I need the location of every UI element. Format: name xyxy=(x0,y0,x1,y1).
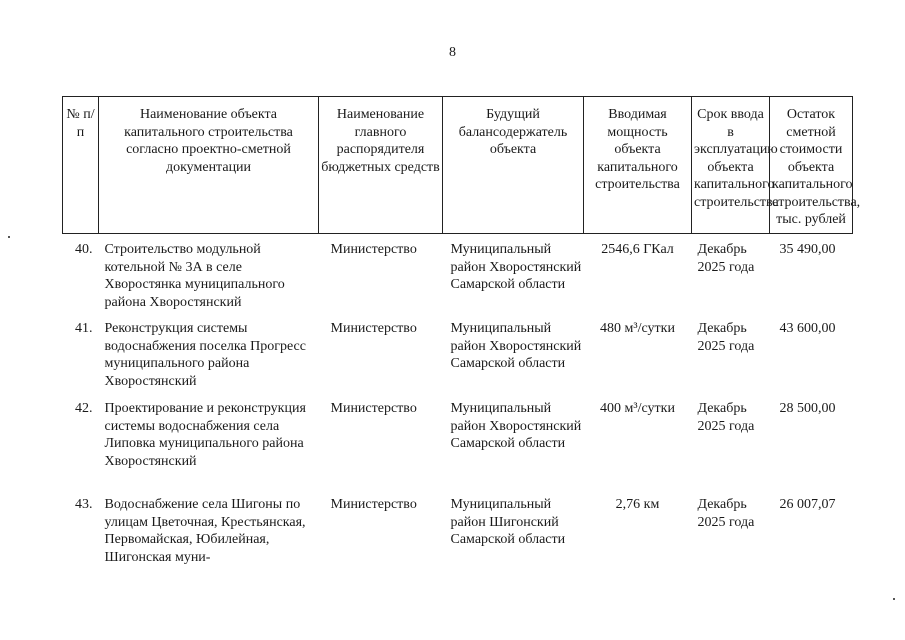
page-number: 8 xyxy=(449,45,456,60)
remaining-cost: 35 490,00 xyxy=(779,242,836,257)
capacity: 400 м³/сутки xyxy=(600,401,675,416)
scan-speck xyxy=(8,236,10,238)
object-name: Реконструкция системы водоснабжения поселка Прогресс муниципального района Хворостянский xyxy=(104,321,306,389)
row-number: 43. xyxy=(75,497,93,512)
capacity: 480 м³/сутки xyxy=(600,321,675,336)
header-budget-manager: Наименование главного распорядителя бюджетных средств xyxy=(319,97,443,234)
commission-date: Декабрь 2025 года xyxy=(697,497,755,530)
commission-date: Декабрь 2025 года xyxy=(697,321,755,354)
balance-holder: Муниципальный район Хворостянский Самарской области xyxy=(450,242,582,292)
balance-holder: Муниципальный район Хворостянский Самарской области xyxy=(450,401,582,451)
budget-manager: Министерство xyxy=(330,242,417,257)
remaining-cost: 28 500,00 xyxy=(779,401,836,416)
header-commission-date: Срок ввода в эксплуатацию объекта капитального строительства xyxy=(692,97,770,234)
table-row xyxy=(63,489,853,576)
object-name: Проектирование и реконструкция системы водоснабжения села Липовка муниципального района Хворостянский xyxy=(104,401,306,469)
table-row xyxy=(63,393,853,489)
table-header-row xyxy=(63,97,853,234)
remaining-cost: 43 600,00 xyxy=(779,321,836,336)
remaining-cost: 26 007,07 xyxy=(779,497,836,512)
capacity: 2,76 км xyxy=(615,497,660,512)
capacity: 2546,6 ГКал xyxy=(601,242,674,257)
row-number: 40. xyxy=(75,242,93,257)
header-capacity: Вводимая мощность объекта капитального строительства xyxy=(584,97,692,234)
header-remaining-cost: Остаток сметной стоимости объекта капитального строительства, тыс. рублей xyxy=(770,97,853,234)
object-name: Водоснабжение села Шигоны по улицам Цветочная, Крестьянская, Первомайская, Юбилейная, Шигонская муни- xyxy=(104,497,306,565)
commission-date: Декабрь 2025 года xyxy=(697,401,755,434)
balance-holder: Муниципальный район Хворостянский Самарской области xyxy=(450,321,582,371)
row-number: 42. xyxy=(75,401,93,416)
header-object-name: Наименование объекта капитального строительства согласно проектно-сметной документации xyxy=(99,97,319,234)
object-name: Строительство модульной котельной № 3А в селе Хворостянка муниципального района Хворостянский xyxy=(104,242,285,310)
commission-date: Декабрь 2025 года xyxy=(697,242,755,275)
table-row xyxy=(63,313,853,393)
balance-holder: Муниципальный район Шигонский Самарской области xyxy=(450,497,566,547)
scan-speck xyxy=(893,598,895,600)
table-row xyxy=(63,234,853,314)
header-number: № п/п xyxy=(63,97,99,234)
header-balance-holder: Будущий балансодержатель объекта xyxy=(443,97,584,234)
row-number: 41. xyxy=(75,321,93,336)
budget-manager: Министерство xyxy=(330,321,417,336)
objects-table xyxy=(62,96,861,576)
budget-manager: Министерство xyxy=(330,497,417,512)
budget-manager: Министерство xyxy=(330,401,417,416)
